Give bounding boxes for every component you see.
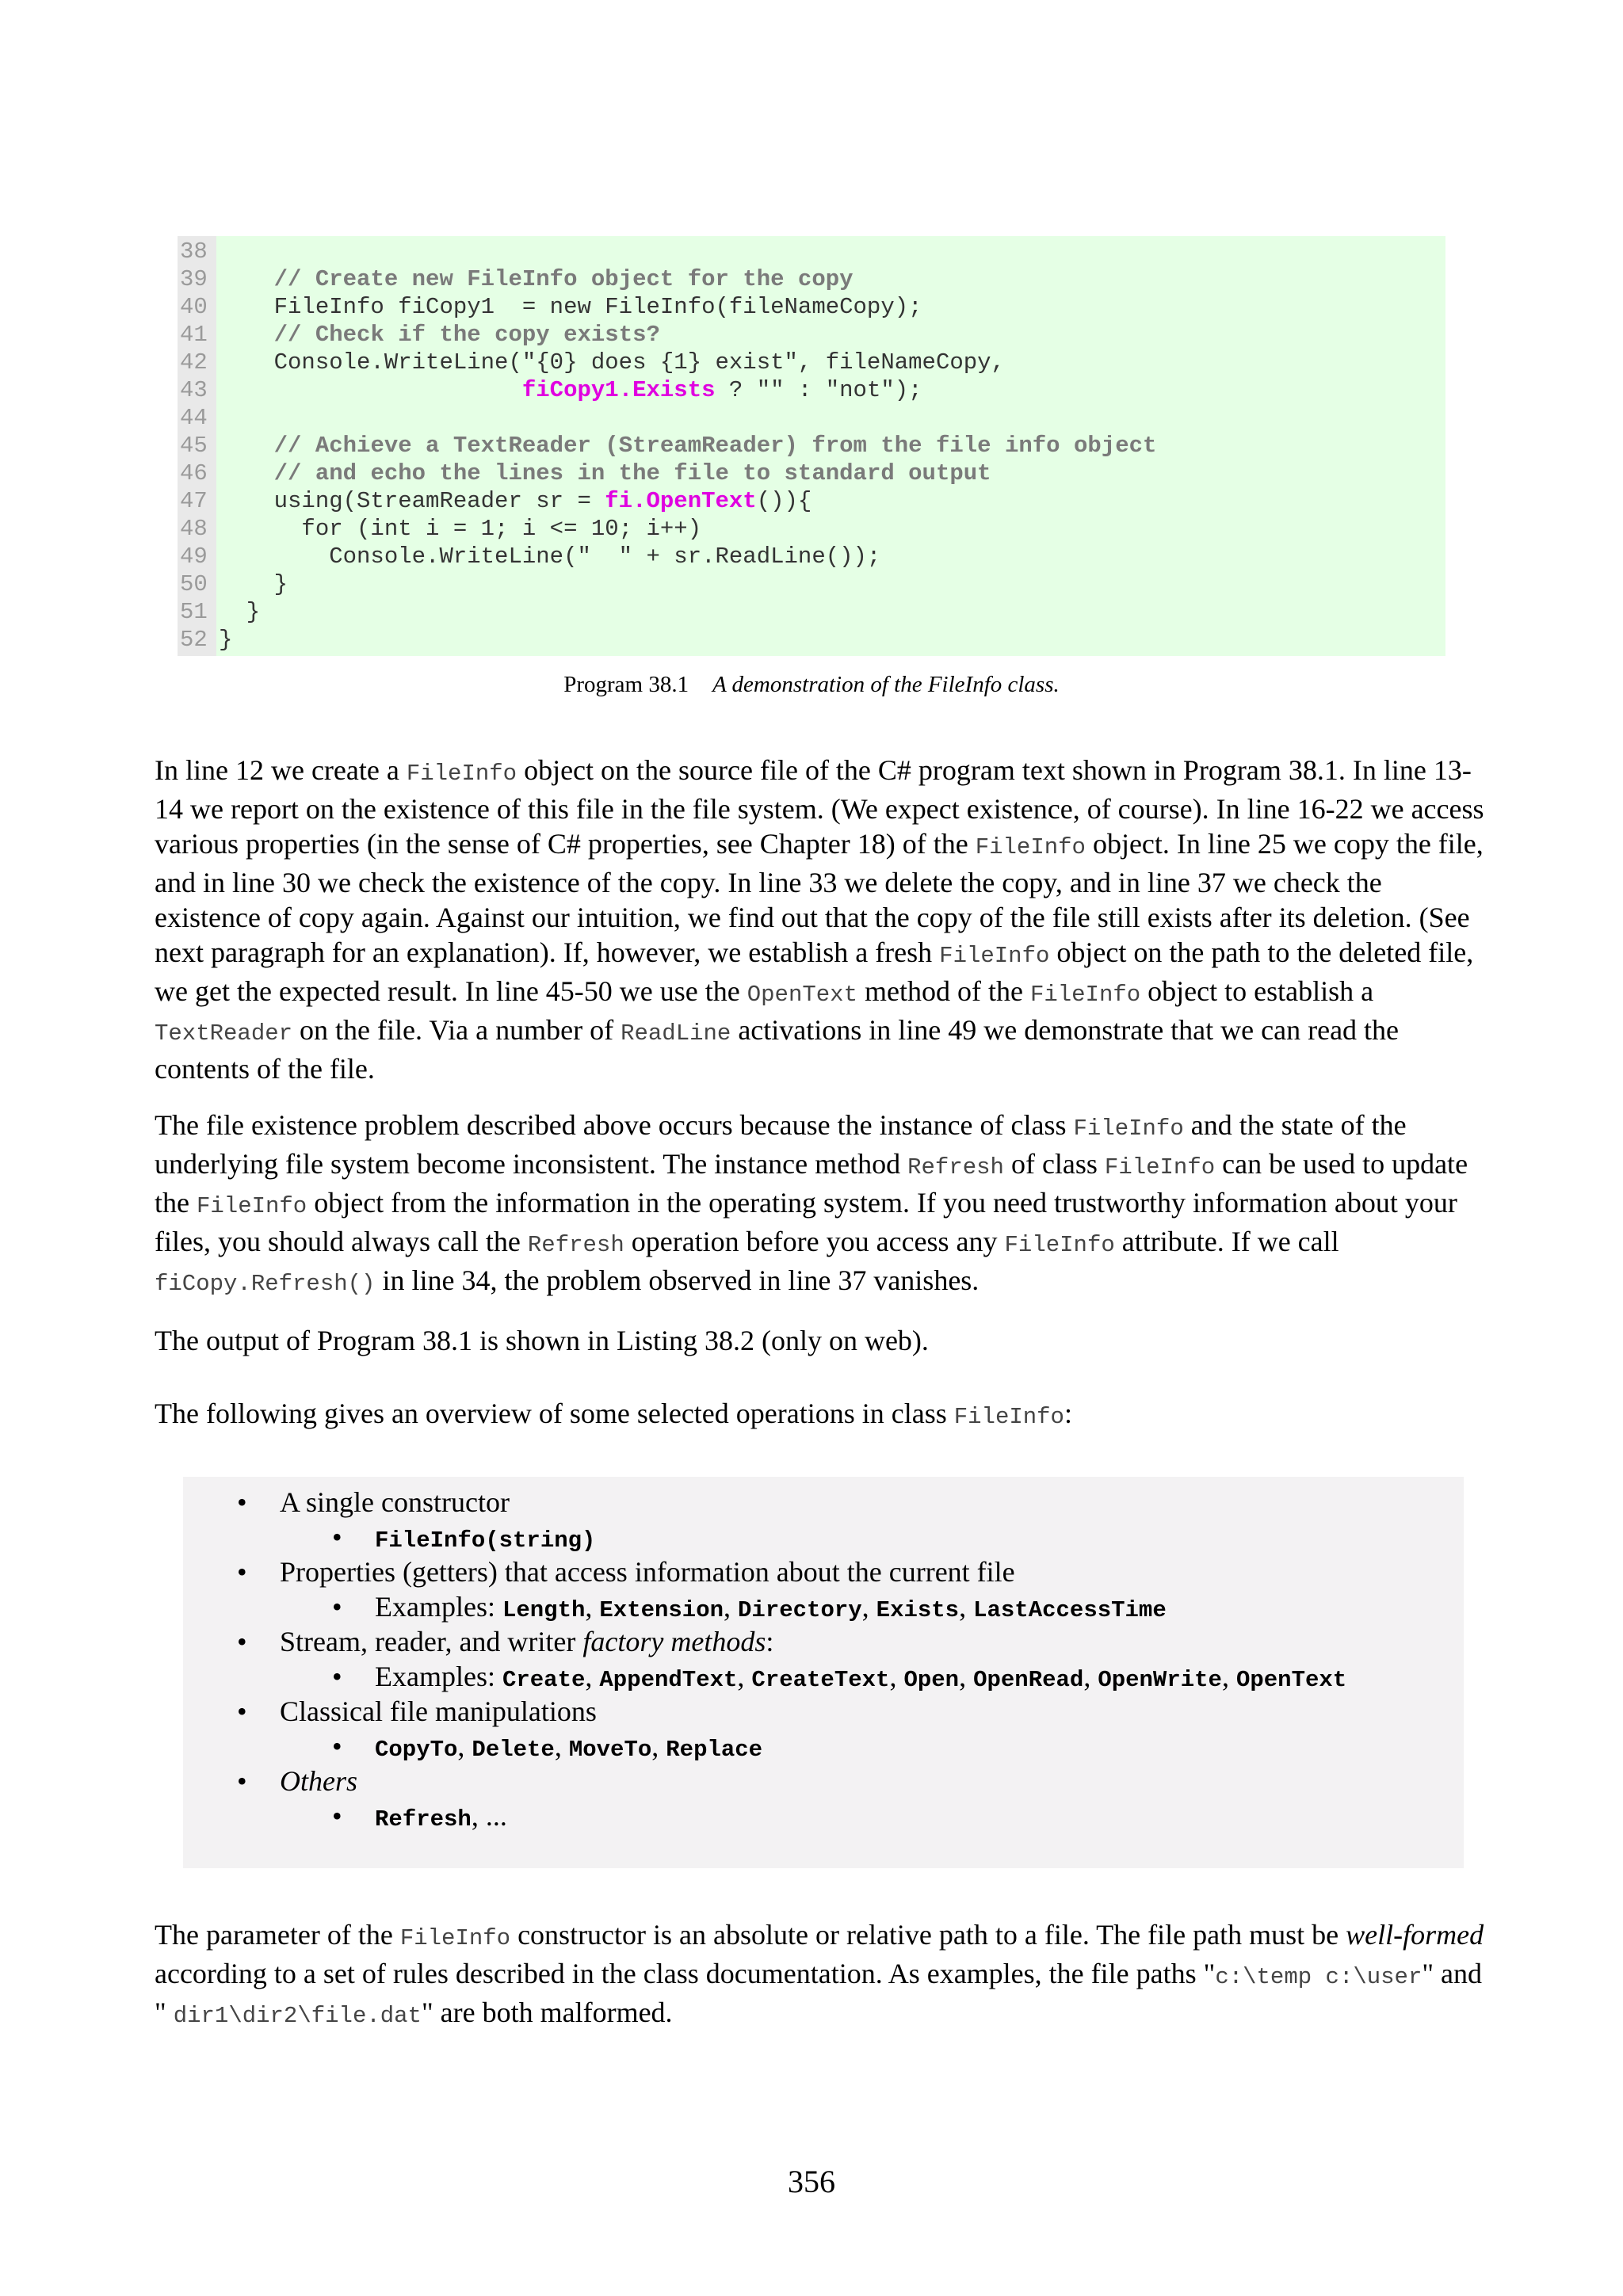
code-highlight: fiCopy1.Exists: [521, 377, 716, 403]
code-text: [219, 487, 812, 515]
inline-code: OpenText: [747, 982, 857, 1008]
text-run: :: [766, 1626, 774, 1657]
code-line: [178, 626, 1445, 654]
code-line: [178, 349, 1445, 376]
line-number: 50: [180, 571, 208, 597]
code-text: [219, 321, 660, 349]
operation-name: AppendText: [599, 1667, 738, 1693]
code-segment: ()){: [756, 488, 812, 514]
text-run: ,: [457, 1730, 472, 1762]
text-run: of class: [1003, 1148, 1105, 1180]
operation-name: Open: [903, 1667, 960, 1693]
code-text: [219, 349, 1005, 376]
list-item-text: [375, 1659, 1346, 1698]
code-segment: }: [219, 627, 233, 653]
inline-code: ReadLine: [621, 1020, 731, 1047]
inline-code: FileInfo: [939, 943, 1050, 969]
text-run: ,: [959, 1591, 974, 1623]
text-run: Examples:: [375, 1661, 502, 1692]
text-run: operation before you access any: [624, 1226, 1005, 1257]
text-run: ,: [554, 1730, 569, 1762]
paragraph: [155, 1323, 1486, 1358]
text-run: " and ": [155, 1958, 1483, 2028]
line-number: 47: [180, 488, 208, 514]
page-number: 356: [788, 2164, 835, 2199]
bullet-icon: •: [332, 1661, 342, 1692]
text-run: can be used to update the: [155, 1148, 1468, 1219]
text-run: ,: [585, 1591, 600, 1623]
line-number: 41: [180, 322, 208, 348]
text-run: ,: [585, 1661, 600, 1692]
text-run: object. In line 25 we copy the file, and in line 30 we check the existence of the copy. In line 33 we delete the copy, and in line 37 we check the existence of copy again. Against our intuition, we find out that the copy of the file still exists after its deletion. (See next paragraph for an explanation). If, however, we establish a fresh: [155, 828, 1484, 968]
list-item-text: [280, 1554, 1015, 1589]
operation-name: Replace: [666, 1737, 763, 1763]
code-line: [178, 432, 1445, 460]
code-segment: }: [219, 571, 288, 597]
paragraph: [155, 1396, 1486, 1435]
list-item-text: [375, 1520, 595, 1558]
code-line: [178, 404, 1445, 432]
text-run: A single constructor: [280, 1486, 510, 1518]
emphasis-text: Others: [280, 1765, 357, 1797]
list-item-text: [375, 1729, 762, 1768]
text-run: and the state of the underlying file system become inconsistent. The instance method: [155, 1109, 1407, 1180]
inline-code: FileInfo: [406, 761, 517, 787]
text-run: Examples:: [375, 1591, 502, 1623]
paragraph: [155, 753, 1486, 1086]
code-segment: Console.WriteLine(" " + sr.ReadLine());: [219, 543, 881, 570]
operation-name: Extension: [599, 1597, 724, 1623]
operation-name: Delete: [472, 1737, 555, 1763]
operation-name: CreateText: [751, 1667, 890, 1693]
text-run: ,: [724, 1591, 739, 1623]
code-segment: [219, 377, 522, 403]
code-comment: // Check if the copy exists?: [273, 322, 660, 348]
code-text: [219, 265, 854, 293]
text-run: :: [1064, 1398, 1072, 1429]
code-highlight: fi.OpenText: [605, 488, 757, 514]
text-run: Classical file manipulations: [280, 1695, 597, 1727]
text-run: In line 12 we create a: [155, 754, 407, 786]
code-segment: [219, 460, 274, 486]
text-run: object from the information in the operating system. If you need trustworthy information about your files, you should always call the: [155, 1187, 1457, 1257]
text-run: Properties (getters) that access information about the current file: [280, 1556, 1015, 1588]
code-line: [178, 321, 1445, 349]
list-item-text: [280, 1694, 597, 1729]
text-run: " are both malformed.: [421, 1997, 673, 2028]
code-segment: using(StreamReader sr =: [219, 488, 605, 514]
list-item-text: [375, 1589, 1167, 1628]
code-text: [219, 293, 922, 321]
line-number: 42: [180, 349, 208, 376]
text-run: object to establish a: [1140, 975, 1374, 1007]
text-run: ,: [861, 1591, 876, 1623]
text-run: ,: [1221, 1661, 1236, 1692]
code-text: [219, 376, 922, 404]
inline-code: Refresh: [527, 1232, 624, 1258]
list-item-text: [375, 1798, 507, 1837]
text-run: The file existence problem described above occurs because the instance of class: [155, 1109, 1074, 1141]
code-text: [219, 570, 288, 598]
line-number: 49: [180, 543, 208, 570]
code-text: [219, 515, 701, 543]
line-number: 51: [180, 599, 208, 625]
text-run: ,: [651, 1730, 666, 1762]
list-item-text: [280, 1764, 357, 1798]
operation-name: Create: [502, 1667, 586, 1693]
code-text: [219, 460, 991, 487]
inline-code: Refresh: [907, 1154, 1004, 1180]
operation-name: MoveTo: [568, 1737, 652, 1763]
text-run: , ...: [471, 1800, 507, 1832]
code-line: [178, 570, 1445, 598]
inline-code: FileInfo: [1004, 1232, 1115, 1258]
code-segment: [219, 266, 274, 292]
code-comment: // and echo the lines in the file to standard output: [273, 460, 991, 486]
line-number: 46: [180, 460, 208, 486]
operations-overview-box: [183, 1477, 1464, 1868]
operation-name: Length: [502, 1597, 586, 1623]
text-run: ,: [1083, 1661, 1098, 1692]
line-number: 48: [180, 516, 208, 542]
code-segment: [219, 322, 274, 348]
line-number: 44: [180, 405, 208, 431]
inline-code: FileInfo: [1029, 982, 1141, 1008]
code-segment: Console.WriteLine("{0} does {1} exist", fileNameCopy,: [219, 349, 1005, 376]
list-item-text: [280, 1485, 510, 1520]
inline-code: FileInfo: [1104, 1154, 1216, 1180]
code-text: [219, 432, 1156, 460]
inline-code: FileInfo: [1073, 1116, 1184, 1142]
code-text: [219, 598, 260, 626]
paragraph: [155, 1917, 1486, 2034]
line-number: 38: [180, 238, 208, 265]
bullet-icon: •: [237, 1556, 247, 1588]
text-run: The parameter of the: [155, 1919, 400, 1951]
code-line: [178, 487, 1445, 515]
inline-code: FileInfo: [975, 834, 1086, 860]
caption-title: A demonstration of the FileInfo class.: [712, 672, 1060, 697]
text-run: constructor is an absolute or relative path to a file. The file path must be: [510, 1919, 1346, 1951]
operation-name: OpenText: [1235, 1667, 1347, 1693]
operation-name: Exists: [876, 1597, 960, 1623]
code-line: [178, 376, 1445, 404]
inline-code: dir1\dir2\file.dat: [173, 2003, 422, 2029]
code-line: [178, 598, 1445, 626]
emphasis-text: well-formed: [1346, 1919, 1484, 1951]
bullet-icon: •: [237, 1765, 247, 1797]
bullet-icon: •: [332, 1591, 342, 1623]
code-text: [219, 626, 232, 654]
code-segment: [219, 433, 274, 459]
program-caption: [0, 670, 1623, 699]
text-run: ,: [737, 1661, 752, 1692]
caption-label: Program 38.1: [563, 672, 689, 697]
text-run: ,: [959, 1661, 974, 1692]
line-number: 52: [180, 627, 208, 653]
text-run: Stream, reader, and writer: [280, 1626, 583, 1657]
code-line: [178, 460, 1445, 487]
inline-code: TextReader: [155, 1020, 293, 1047]
code-segment: ? "" : "not");: [715, 377, 922, 403]
code-segment: }: [219, 599, 261, 625]
inline-code: FileInfo: [953, 1404, 1064, 1430]
operation-name: OpenWrite: [1098, 1667, 1222, 1693]
inline-code: c:\temp c:\user: [1215, 1964, 1423, 1990]
line-number: 40: [180, 294, 208, 320]
text-run: object on the path to the deleted file, we get the expected result. In line 45-50 we use the: [155, 936, 1474, 1007]
inline-code: FileInfo: [399, 1925, 511, 1951]
text-run: on the file. Via a number of: [292, 1014, 621, 1046]
text-run: according to a set of rules described in the class documentation. As examples, the file paths ": [155, 1958, 1216, 1989]
bullet-icon: •: [237, 1486, 247, 1518]
text-run: The following gives an overview of some selected operations in class: [155, 1398, 954, 1429]
code-comment: // Achieve a TextReader (StreamReader) from the file info object: [273, 433, 1157, 459]
operation-name: LastAccessTime: [973, 1597, 1167, 1623]
code-line: [178, 293, 1445, 321]
bullet-icon: •: [332, 1521, 342, 1553]
line-number: 39: [180, 266, 208, 292]
inline-code: FileInfo: [196, 1193, 307, 1219]
inline-code: fiCopy.Refresh(): [155, 1271, 376, 1297]
text-run: activations in line 49 we demonstrate that we can read the contents of the file.: [155, 1014, 1400, 1085]
code-line: [178, 265, 1445, 293]
code-line: [178, 543, 1445, 570]
code-line: [178, 515, 1445, 543]
operation-name: Refresh: [375, 1806, 472, 1833]
text-run: The output of Program 38.1 is shown in Listing 38.2 (only on web).: [155, 1325, 929, 1356]
bullet-icon: •: [332, 1800, 342, 1832]
line-number: 45: [180, 433, 208, 459]
text-run: object on the source file of the C# program text shown in Program 38.1. In line 13-14 we report on the existence of this file in the file system. (We expect existence, of course). In line 16-22 we access various properties (in the sense of C# properties, see Chapter 18) of the: [155, 754, 1484, 860]
text-run: method of the: [857, 975, 1030, 1007]
operation-name: OpenRead: [973, 1667, 1084, 1693]
paragraph: [155, 1108, 1486, 1302]
code-comment: // Create new FileInfo object for the copy: [273, 266, 854, 292]
code-listing: [178, 236, 1445, 656]
text-run: in line 34, the problem observed in line 37 vanishes.: [375, 1264, 980, 1296]
code-segment: FileInfo fiCopy1 = new FileInfo(fileNameCopy);: [219, 294, 922, 320]
code-text: [219, 543, 880, 570]
text-run: attribute. If we call: [1114, 1226, 1339, 1257]
bullet-icon: •: [237, 1626, 247, 1657]
operation-name: CopyTo: [375, 1737, 458, 1763]
code-segment: for (int i = 1; i <= 10; i++): [219, 516, 702, 542]
line-number: 43: [180, 377, 208, 403]
code-line: [178, 238, 1445, 265]
bullet-icon: •: [332, 1730, 342, 1762]
list-item-text: [280, 1624, 773, 1659]
emphasis-text: factory methods: [582, 1626, 766, 1657]
bullet-icon: •: [237, 1695, 247, 1727]
operation-name: Directory: [738, 1597, 862, 1623]
operation-name: FileInfo(string): [375, 1527, 596, 1554]
text-run: ,: [889, 1661, 904, 1692]
